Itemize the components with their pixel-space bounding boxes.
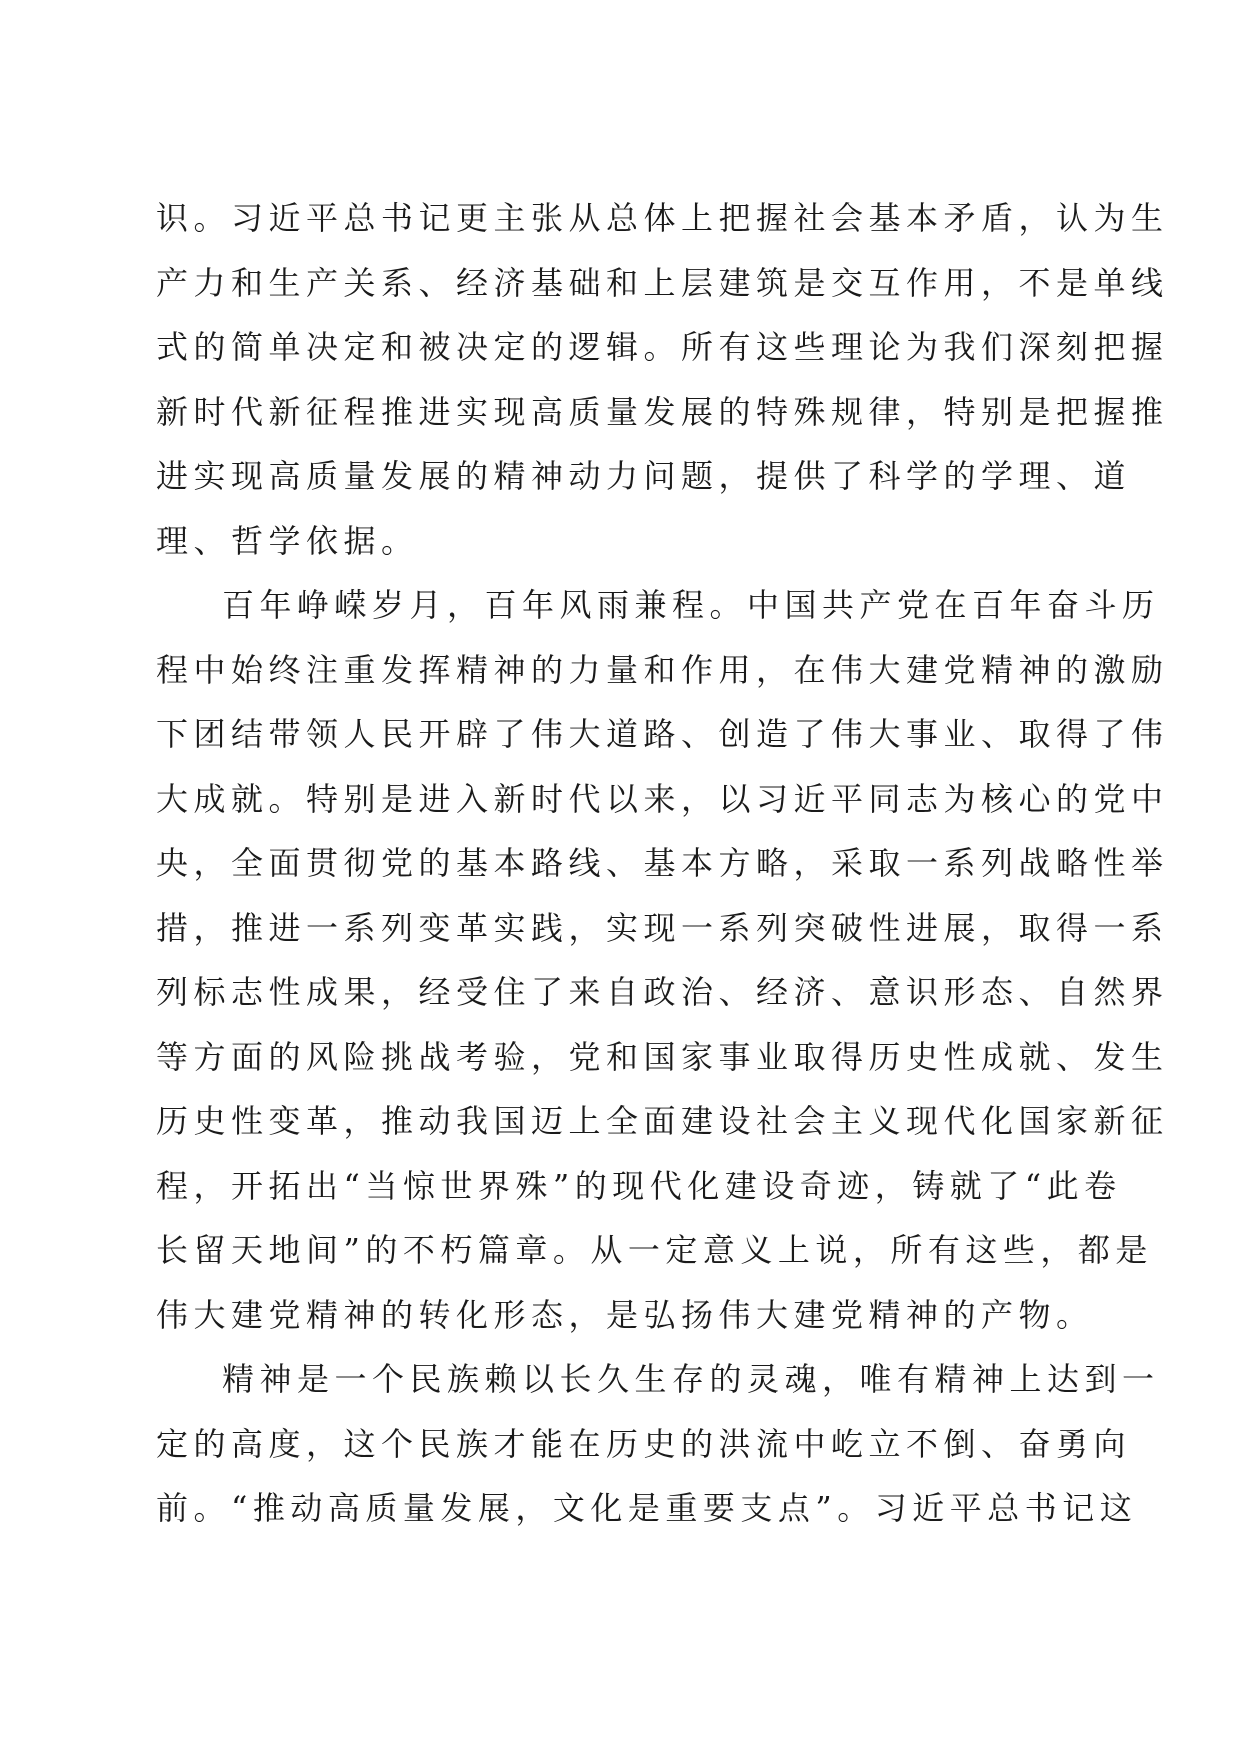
text-line: 大成就。特别是进入新时代以来，以习近平同志为核心的党中 [156,779,1169,818]
text-line: 进实现高质量发展的精神动力问题，提供了科学的学理、道 [156,457,1132,495]
text-line: 措，推进一系列变革实践，实现一系列突破性进展，取得一系 [156,908,1169,947]
text-line: 前。“推动高质量发展，文化是重要支点”。习近平总书记这 [156,1489,1138,1527]
text-line: 新时代新征程推进实现高质量发展的特殊规律，特别是把握推 [156,392,1169,431]
text-line: 列标志性成果，经受住了来自政治、经济、意识形态、自然界 [156,973,1169,1011]
text-line: 历史性变革，推动我国迈上全面建设社会主义现代化国家新征 [156,1102,1169,1140]
text-line: 定的高度，这个民族才能在历史的洪流中屹立不倒、奋勇向 [156,1424,1132,1463]
text-line: 伟大建党精神的转化形态，是弘扬伟大建党精神的产物。 [156,1295,1094,1334]
text-line: 下团结带领人民开辟了伟大道路、创造了伟大事业、取得了伟 [156,715,1169,753]
text-line: 式的简单决定和被决定的逻辑。所有这些理论为我们深刻把握 [156,328,1169,366]
text-line: 长留天地间”的不朽篇章。从一定意义上说，所有这些，都是 [156,1231,1153,1269]
text-line: 产力和生产关系、经济基础和上层建筑是交互作用，不是单线 [156,263,1169,302]
paragraph-3 [156,1347,1160,1541]
text-line: 央，全面贯彻党的基本路线、基本方略，采取一系列战略性举 [156,844,1169,882]
document-body [156,186,1169,1541]
text-line: 精神是一个民族赖以长久生存的灵魂，唯有精神上达到一 [222,1360,1160,1398]
text-line: 理、哲学依据。 [156,521,419,560]
text-line: 程，开拓出“当惊世界殊”的现代化建设奇迹，铸就了“此卷 [156,1166,1122,1205]
paragraph-1 [156,186,1169,573]
text-line: 程中始终注重发挥精神的力量和作用，在伟大建党精神的激励 [156,650,1169,689]
text-line: 识。习近平总书记更主张从总体上把握社会基本矛盾，认为生 [156,199,1169,237]
text-line: 百年峥嵘岁月，百年风雨兼程。中国共产党在百年奋斗历 [222,586,1160,624]
text-line: 等方面的风险挑战考验，党和国家事业取得历史性成就、发生 [156,1037,1169,1076]
paragraph-2 [156,573,1169,1347]
